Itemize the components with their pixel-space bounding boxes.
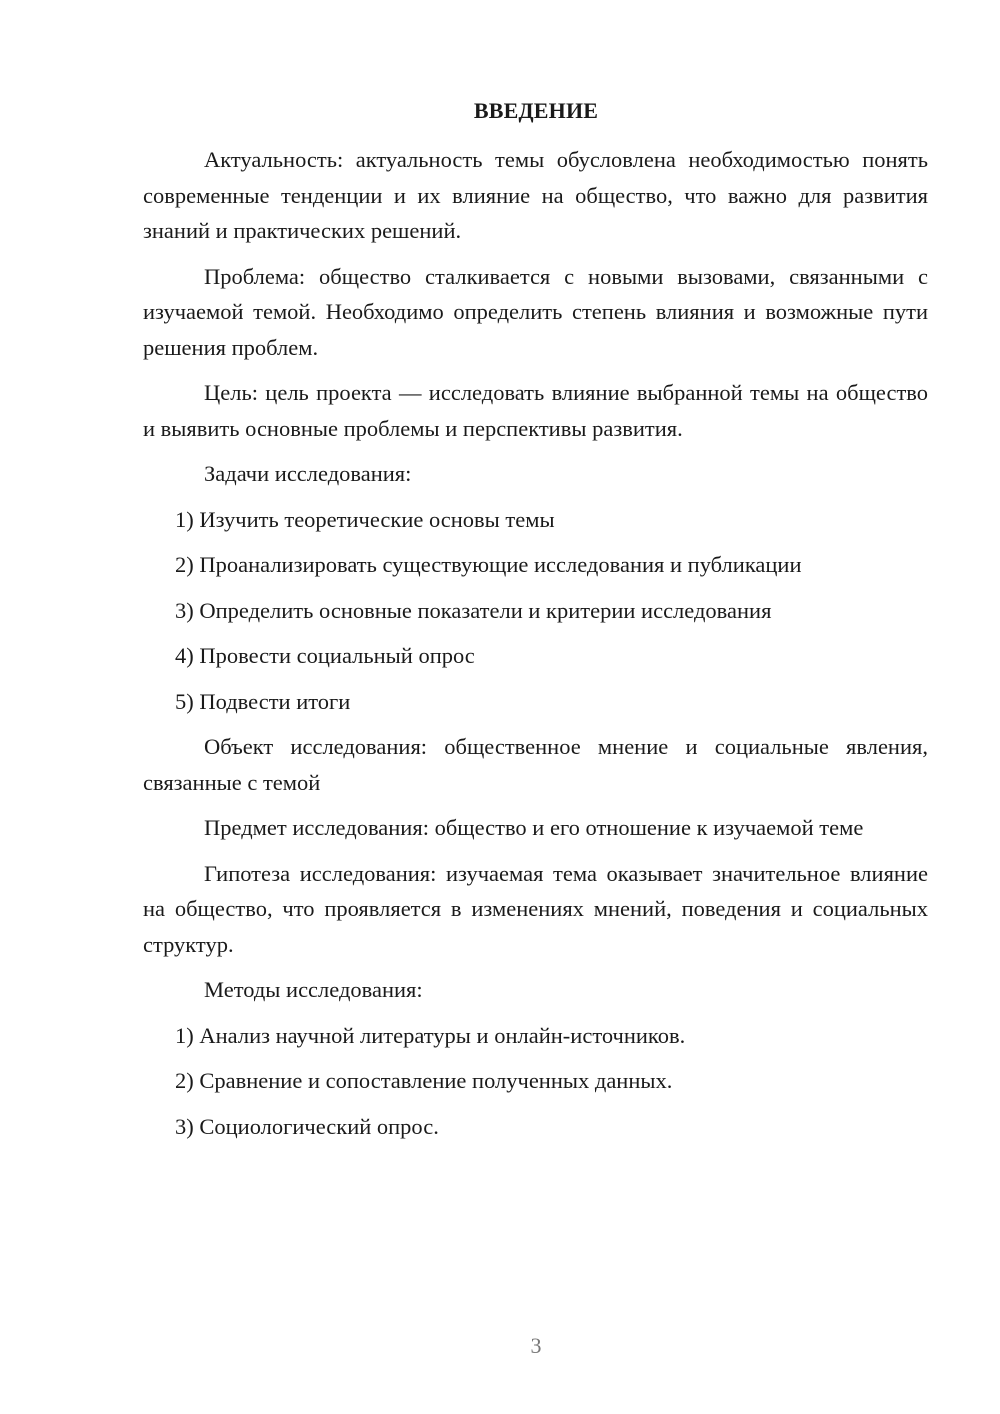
- page-title: ВВЕДЕНИЕ: [473, 98, 599, 123]
- problem-paragraph: Проблема: общество сталкивается с новыми вызовами, связанными с изучаемой темой. Необходимо определить степень влияния и возможные пути решения проблем.: [143, 263, 928, 360]
- list-item: 1) Изучить теоретические основы темы: [175, 506, 555, 532]
- tasks-heading: Задачи исследования:: [204, 461, 412, 486]
- goal-paragraph: Цель: цель проекта — исследовать влияние выбранной темы на общество и выявить основные проблемы и перспективы развития.: [143, 380, 928, 441]
- list-item: 2) Сравнение и сопоставление полученных данных.: [175, 1068, 673, 1093]
- list-item: 5) Подвести итоги: [175, 688, 351, 714]
- hypothesis-paragraph: Гипотеза исследования: изучаемая тема оказывает значительное влияние на общество, что проявляется в изменениях мнений, поведения и социальных структур.: [143, 860, 928, 957]
- page-number: 3: [530, 1333, 542, 1358]
- object-paragraph: Объект исследования: общественное мнение и социальные явления, связанные с темой: [143, 734, 928, 795]
- tasks-list: [143, 502, 928, 720]
- subject-paragraph: Предмет исследования: общество и его отношение к изучаемой теме: [204, 815, 864, 840]
- list-item: 2) Проанализировать существующие исследования и публикации: [175, 552, 802, 577]
- list-item: 4) Провести социальный опрос: [175, 643, 475, 668]
- methods-heading: Методы исследования:: [204, 977, 423, 1002]
- list-item: 3) Социологический опрос.: [175, 1113, 439, 1139]
- methods-list: [143, 1018, 928, 1145]
- relevance-paragraph: Актуальность: актуальность темы обусловлена необходимостью понять современные тенденции и их влияние на общество, что важно для развития знаний и практических решений.: [143, 147, 928, 243]
- list-item: 1) Анализ научной литературы и онлайн-источников.: [175, 1022, 686, 1048]
- list-item: 3) Определить основные показатели и критерии исследования: [175, 597, 772, 623]
- document-body: [143, 142, 928, 1154]
